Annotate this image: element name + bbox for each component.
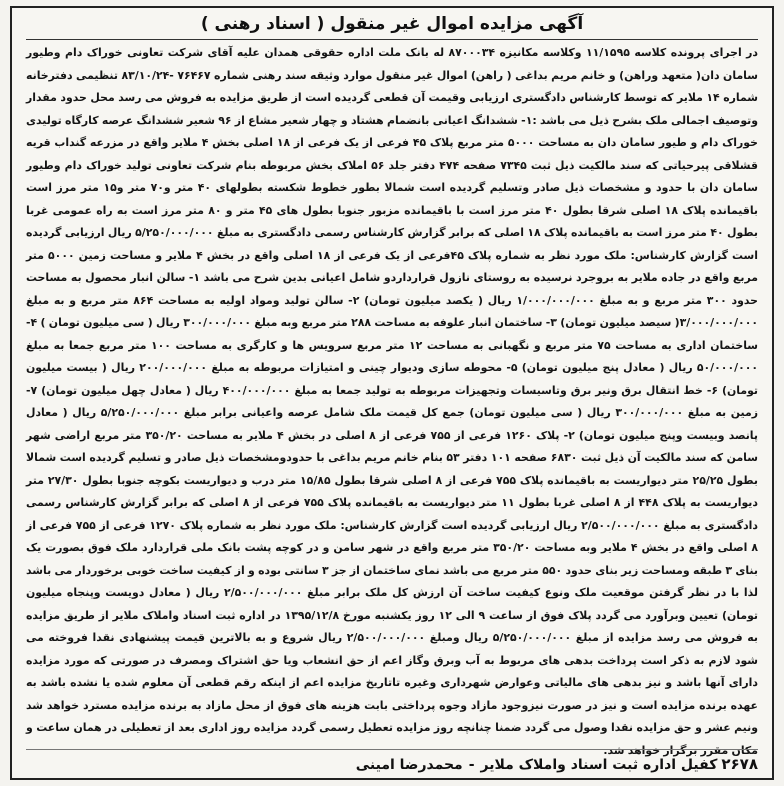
signature-separator: - bbox=[468, 757, 475, 773]
footer-divider bbox=[26, 749, 758, 750]
title-divider bbox=[26, 39, 758, 40]
notice-body: در اجرای پرونده کلاسه ۱۱/۱۵۹۵ وکلاسه مکانیزه ۸۷۰۰۰۳۴ له بانک ملت اداره حقوقی همدان علیه آقای شرکت تعاونی خوراک دام وطیور سامان دان( متعهد وراهن) و خانم مریم بداغی ( راهن) اموال غیر منقول موارد وثیقه سند رهنی شماره ۷۶۴۶۷ -۸۳/۱۰/۲۴ تنظیمی دفترخانه شماره ۱۴ ملایر که توسط کارشناس دادگستری ارزیابی وقیمت آن قطعی گردیده است از طریق مزایده به فروش می رسد محل حدود مقدار وتوصیف اجمالی ملک بشرح ذیل می باشد :۱- ششدانگ اعیانی بانضمام هشتاد و چهار شعیر مشاع از ۹۶ شعیر ششدانگ عرصه کارگاه تولیدی خوراک دام و طیور سامان دان به مساحت ۵۰۰۰ متر مربع پلاک ۴۵ فرعی از یک فرعی از ۱۸ اصلی بخش ۴ ملایر واقع در مزرعه گنداب قریه قشلاقی پیرحیاتی که سند مالکیت ذیل ثبت ۷۳۴۵ صفحه ۴۷۴ دفتر جلد ۵۶ املاک بخش مربوطه بنام شرکت تعاونی تولید خوراک دام وطیور سامان دان با حدود و مشخصات ذیل صادر وتسلیم گردیده است شمالا بطور خطوط شکسته بطولهای ۴۰ متر و۷۰ متر و۱۵ متر مرز است باقیمانده پلاک ۱۸ اصلی شرقا بطول ۴۰ متر مرز است با باقیمانده مزبور جنوبا بطول های ۴۵ متر و ۸۰ متر مرز است به راه عمومی غربا بطول ۴۰ متر مرز است به باقیمانده پلاک ۱۸ اصلی که برابر گزارش کارشناس رسمی دادگستری به مبلغ ۵/۲۵۰/۰۰۰/۰۰۰ ریال ارزیابی گردیده است گزارش کارشناس: ملک مورد نظر به شماره پلاک ۴۵فرعی از یک فرعی از ۱۸ اصلی واقع در بخش ۴ ملایر و مساحت زمین ۵۰۰۰ متر مربع واقع در جاده ملایر به بروجرد نرسیده به روستای نازول قرارداردو شامل اعیانی بدین شرح می باشد ۱- سالن انبار محصول به مساحت حدود ۳۰۰ متر مربع و به مبلغ ۱/۰۰۰/۰۰۰/۰۰۰ ریال ( یکصد میلیون تومان) ۲- سالن تولید ومواد اولیه به مساحت ۸۶۴ متر مربع و به مبلغ ۳/۰۰۰/۰۰۰/۰۰۰( سیصد میلیون تومان) ۳- ساختمان انبار علوفه به مساحت ۲۸۸ متر مربع وبه مبلغ ۳۰۰/۰۰۰/۰۰۰ ریال ( سی میلیون تومان ) ۴- ساختمان اداری به مساحت ۷۵ متر مربع و نگهبانی به مساحت ۱۲ متر مربع سرویس ها و کارگری به مساحت ۱۰۰ متر مربع جمعا به مبلغ ۵۰/۰۰۰/۰۰۰ ریال ( معادل پنج میلیون تومان) ۵- محوطه سازی ودیوار چینی و امتیازات مربوطه به مبلغ ۲۰۰/۰۰۰/۰۰۰ ریال ( بیست میلیون تومان) ۶- خط انتقال برق ونیر برق وتاسیسات وتجهیزات مربوطه به تولید جمعا به مبلغ ۴۰۰/۰۰۰/۰۰۰ ریال ( معادل چهل میلیون تومان) ۷- زمین به مبلغ ۳۰۰/۰۰۰/۰۰۰ ریال ( سی میلیون تومان) جمع کل قیمت ملک شامل عرصه واعیانی برابر مبلغ ۵/۲۵۰/۰۰۰/۰۰۰ ریال ( معادل پانصد وبیست وپنج میلیون تومان) ۲- پلاک ۱۲۶۰ فرعی از ۷۵۵ فرعی از ۸ اصلی در بخش ۴ ملایر به مساحت ۳۵۰/۲۰ متر مربع اراضی شهر سامن که سند مالکیت آن ذیل ثبت ۶۸۳۰ صفحه ۱۰۱ دفتر ۵۳ بنام خانم مریم بداغی با حدودومشخصات ذیل صادر و تسلیم گردیده است شمالا بطول ۲۵/۲۵ متر دیواریست به باقیمانده پلاک ۷۵۵ فرعی از ۸ اصلی شرقا بطول ۱۵/۸۵ متر درب و دیواریست بکوچه جنوبا بطول ۲۷/۳۰ متر دیواریست به پلاک ۴۴۸ از ۸ اصلی غربا بطول ۱۱ متر دیواریست به باقیمانده پلاک ۷۵۵ فرعی از ۸ اصلی که برابر گزارش کارشناس رسمی دادگستری به مبلغ ۲/۵۰۰/۰۰۰/۰۰۰ ریال ارزیابی گردیده است گزارش کارشناس: ملک مورد نظر به شماره پلاک ۱۲۷۰ فرعی از ۷۵۵ فرعی از ۸ اصلی واقع در بخش ۴ ملایر وبه مساحت ۳۵۰/۲۰ متر مربع واقع در شهر سامن و در کوچه پشت بانک ملی قراردارد ملک فوق بصورت یک بنای ۳ طبقه ومساحت زیر بنای حدود ۵۵۰ متر مربع می باشد نمای ساختمان از جز ۳ سانتی بوده و از کیفیت ساخت خوبی برخوردار می باشد لذا با در نظر گرفتن موقعیت ملک ونوع کیفیت ساخت آن ارزش کل ملک برابر مبلغ ۲/۵۰۰/۰۰۰/۰۰۰ ریال ( معادل دویست وپنجاه میلیون تومان) تعیین وبرآورد می گردد پلاک فوق از ساعت ۹ الی ۱۲ روز یکشنبه مورخ ۱۳۹۵/۱۲/۸ در اداره ثبت اسناد واملاک ملایر از طریق مزایده به فروش می رسد مزایده از مبلغ ۵/۲۵۰/۰۰۰/۰۰۰ ریال ومبلغ ۲/۵۰۰/۰۰۰/۰۰۰ ریال شروع و به بالاترین قیمت پیشنهادی نقدا فروخته می شود لازم به ذکر است پرداخت بدهی های مربوط به آب وبرق وگاز اعم از حق انشعاب ویا حق اشتراک ومصرف در صورتی که مورد مزایده دارای آنها باشد و نیز بدهی های مالیاتی وعوارض شهرداری وغیره تاتاریخ مزایده اعم از اینکه رقم قطعی آن معلوم شده یا نشده باشد به عهده برنده مزایده است و نیز در صورت نیزوجود مازاد وجوه پرداختی بابت هزینه های فوق از محل مازاد به برنده مزایده مسترد خواهد شد ونیم عشر و حق مزایده نقدا وصول می گردد ضمنا چنانچه روز مزایده تعطیل رسمی گردد مزایده روز اداری بعد از تعطیلی در همان ساعت و مکان مقرر برگزار خواهد شد. bbox=[26, 46, 759, 757]
notice-footer bbox=[26, 752, 758, 776]
signatory-name: محمدرضا امینی bbox=[355, 757, 463, 773]
notice-title: آگهی مزایده اموال غیر منقول ( اسناد رهنی ) bbox=[200, 14, 584, 34]
signature-title: کفیل اداره ثبت اسناد واملاک ملایر bbox=[480, 757, 718, 773]
notice-frame bbox=[10, 6, 774, 780]
notice-number: ۲۶۷۸ bbox=[721, 755, 758, 773]
